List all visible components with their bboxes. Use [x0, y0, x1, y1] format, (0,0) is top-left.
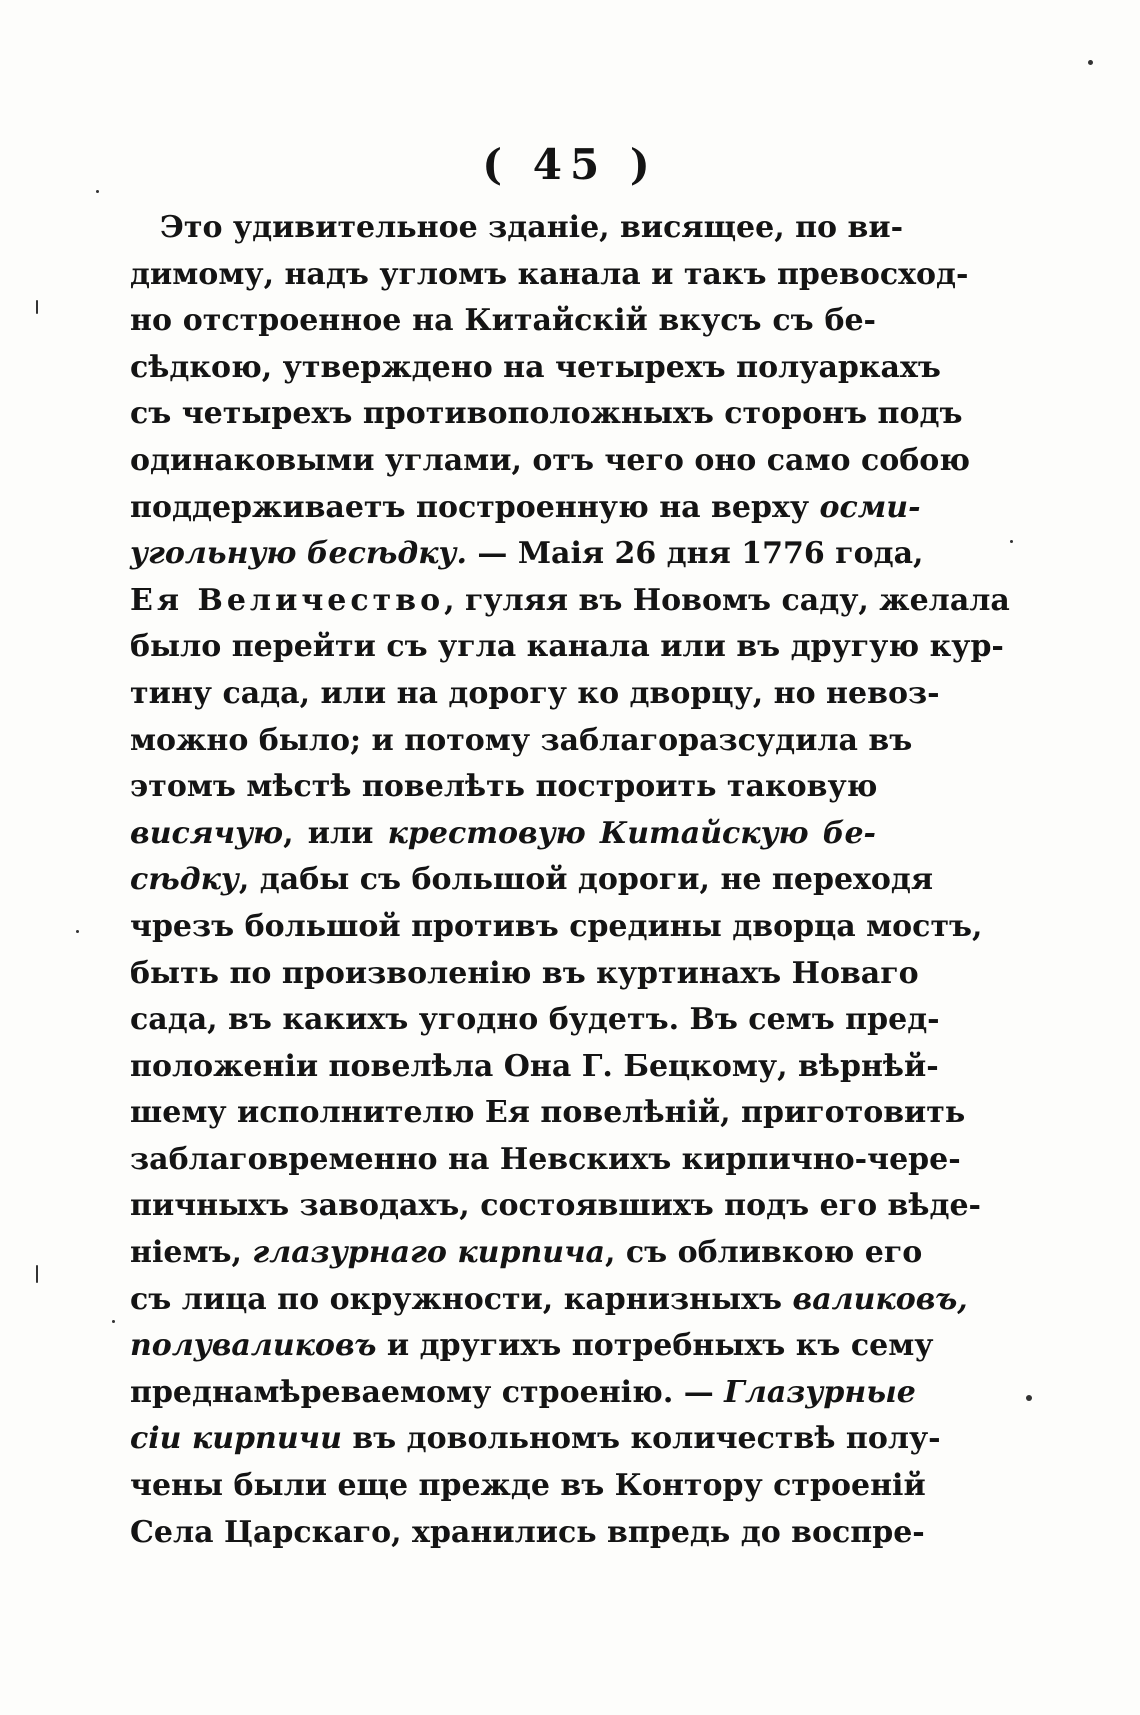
- text-segment: Села Царскаго, хранились впредь до воспре-: [130, 1514, 925, 1550]
- text-segment: можно было; и потому заблагоразсудила въ: [130, 722, 913, 758]
- italic-text: сѣдку: [130, 862, 239, 898]
- text-line: [130, 1044, 939, 1091]
- text-segment: , съ обливкою его: [604, 1235, 923, 1271]
- text-segment: въ довольномъ количествѣ полу-: [341, 1421, 941, 1457]
- text-line: [130, 1183, 982, 1230]
- text-line: [130, 718, 913, 765]
- scan-speck: [96, 190, 99, 193]
- text-segment: Это удивительное зданіе, висящее, по ви-: [160, 210, 904, 245]
- text-segment: шему исполнителю Ея повелѣній, приготовить: [130, 1095, 966, 1131]
- text-segment: , или: [283, 815, 388, 851]
- scan-speck: [36, 300, 38, 314]
- text-segment: поддерживаетъ построенную на верху: [130, 489, 820, 525]
- text-line: [130, 391, 963, 438]
- text-line: [130, 252, 969, 299]
- scan-speck: [1088, 60, 1093, 65]
- text-segment: чены были еще прежде въ Контору строеній: [130, 1468, 926, 1504]
- text-segment: ніемъ,: [130, 1235, 253, 1271]
- italic-text: сіи кирпичи: [130, 1421, 342, 1457]
- text-segment: сада, въ какихъ угодно будетъ. Въ семъ пред-: [130, 1002, 940, 1038]
- scan-speck: [1026, 1395, 1032, 1401]
- text-segment: съ лица по окружности, карнизныхъ: [130, 1281, 793, 1317]
- text-segment: тину сада, или на дорогу ко дворцу, но невоз-: [130, 675, 940, 711]
- scan-speck: [36, 1265, 38, 1283]
- text-segment: одинаковыми углами, отъ чего оно само собою: [130, 442, 971, 478]
- text-segment: и другихъ потребныхъ къ сему: [376, 1328, 934, 1364]
- text-line: [130, 671, 940, 718]
- spaced-text: Ея Величество: [130, 582, 445, 618]
- text-segment: быть по произволенію въ куртинахъ Новаго: [130, 955, 919, 991]
- italic-text: висячую: [130, 815, 284, 851]
- text-segment: съ четырехъ противоположныхъ сторонъ подъ: [130, 396, 963, 432]
- italic-text: глазурнаго кирпича: [252, 1235, 605, 1271]
- text-segment: заблаговременно на Невскихъ кирпично-чере-: [130, 1141, 961, 1177]
- text-line: [130, 1277, 968, 1324]
- body-text: [130, 205, 1010, 1556]
- text-line: [130, 1323, 934, 1370]
- scan-speck: [1010, 540, 1013, 543]
- text-line: [130, 764, 876, 811]
- italic-text: полуваликовъ: [130, 1328, 377, 1364]
- text-segment: пичныхъ заводахъ, состоявшихъ подъ его вѣде-: [130, 1188, 982, 1224]
- text-segment: но отстроенное на Китайскій вкусъ съ бе-: [130, 303, 876, 339]
- text-segment: было перейти съ угла канала или въ другую кур-: [130, 629, 1004, 665]
- text-line: [130, 298, 876, 345]
- text-line: [130, 578, 1010, 625]
- text-line: [130, 531, 924, 578]
- text-line: [130, 1090, 966, 1137]
- text-segment: , дабы съ большой дороги, не переходя: [238, 862, 934, 898]
- italic-text: валиковъ,: [792, 1281, 968, 1317]
- text-segment: сѣдкою, утверждено на четырехъ полуаркахъ: [130, 349, 941, 385]
- text-line: [130, 1463, 926, 1510]
- text-line: [130, 997, 940, 1044]
- text-line: [130, 811, 876, 858]
- text-line: [130, 1137, 961, 1184]
- text-line: [130, 438, 971, 485]
- text-line: [130, 345, 941, 392]
- italic-text: осми-: [819, 489, 921, 525]
- text-line: [130, 1416, 941, 1463]
- text-line: [130, 485, 921, 532]
- text-line: [130, 205, 904, 252]
- text-segment: чрезъ большой противъ средины дворца мостъ,: [130, 908, 983, 944]
- text-segment: , гуляя въ Новомъ саду, желала: [444, 582, 1010, 618]
- text-segment: — Маія 26 дня 1776 года,: [466, 536, 924, 572]
- text-segment: димому, надъ угломъ канала и такъ превосход-: [130, 256, 969, 292]
- italic-text: Глазурные: [724, 1374, 916, 1410]
- text-line: [130, 904, 983, 951]
- scan-speck: [76, 930, 79, 933]
- italic-text: угольную бесѣдку.: [130, 536, 467, 572]
- page-number: ( 45 ): [482, 140, 658, 189]
- text-line: [130, 1370, 916, 1417]
- text-line: [130, 857, 934, 904]
- text-line: [130, 624, 1004, 671]
- italic-text: крестовую Китайскую бе-: [387, 815, 876, 851]
- scan-speck: [112, 1320, 115, 1323]
- text-segment: преднамѣреваемому строенію. —: [130, 1374, 725, 1410]
- text-line: [130, 1510, 925, 1557]
- text-line: [130, 951, 919, 998]
- text-segment: положеніи повелѣла Она Г. Бецкому, вѣрнѣй-: [130, 1048, 939, 1084]
- text-line: [130, 1230, 923, 1277]
- text-segment: этомъ мѣстѣ повелѣть построить таковую: [130, 769, 878, 805]
